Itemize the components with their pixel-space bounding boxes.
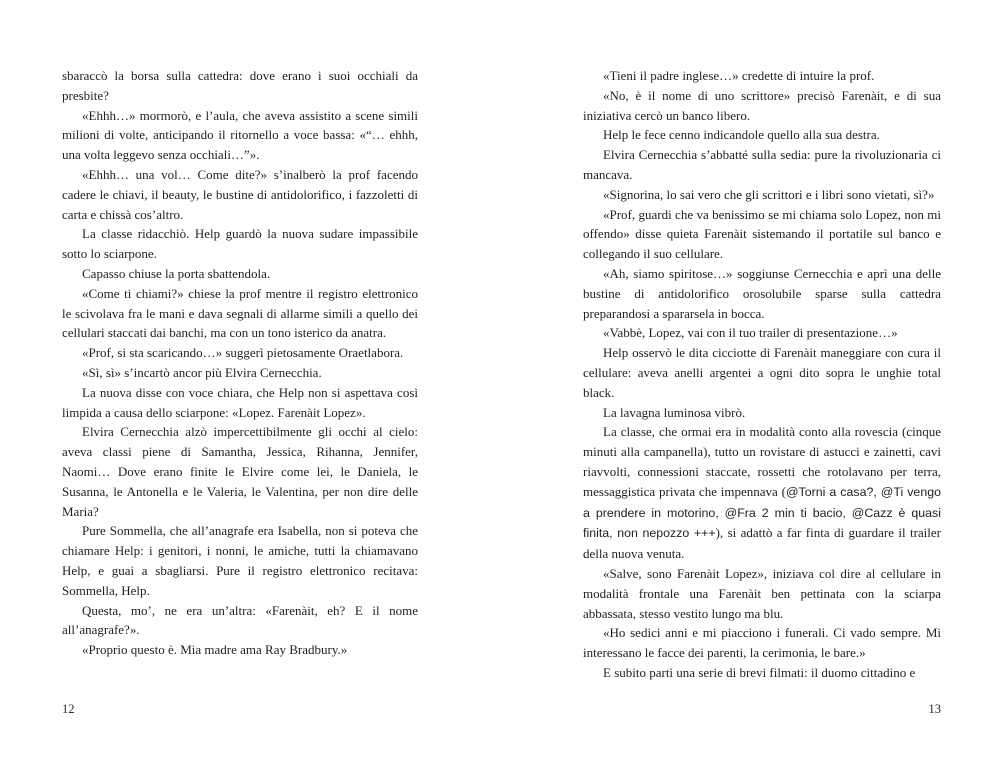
- body-text-run: «Ehhh…» mormorò, e l’aula, che aveva assistito a scene simili milioni di volte, anticipando il ritornello a voce bassa: «“… ehhh, una volta leggevo senza occhiali…”».: [62, 107, 418, 163]
- page-right-text: [583, 66, 941, 683]
- paragraph: [62, 343, 418, 363]
- paragraph: [583, 403, 941, 423]
- body-text-run: «Sì, sì» s’incartò ancor più Elvira Cernecchia.: [82, 364, 322, 380]
- paragraph: [62, 66, 418, 106]
- paragraph: [62, 106, 418, 165]
- paragraph: [583, 125, 941, 145]
- paragraph: [583, 623, 941, 663]
- paragraph: [583, 86, 941, 126]
- body-text-run: «No, è il nome di uno scrittore» precisò Farenàit, e di sua iniziativa cercò un banco libero.: [583, 87, 941, 123]
- paragraph: [62, 640, 418, 660]
- body-text-run: La nuova disse con voce chiara, che Help non si aspettava così limpida a causa dello sciarpone: «Lopez. Farenàit Lopez».: [62, 384, 418, 420]
- paragraph: [62, 264, 418, 284]
- body-text-run: «Ehhh… una vol… Come dite?» s’inalberò la prof facendo cadere le chiavi, il beauty, le bustine di antidolorifico, i fazzoletti di carta e chissà cos’altro.: [62, 166, 418, 222]
- paragraph: [62, 363, 418, 383]
- paragraph: [62, 284, 418, 343]
- body-text-run: «Prof, si sta scaricando…» suggerì pietosamente Oraetlabora.: [82, 345, 404, 361]
- paragraph: [62, 521, 418, 600]
- paragraph: [583, 205, 941, 264]
- paragraph: [583, 66, 941, 86]
- page-left-text: [62, 66, 418, 660]
- body-text-run: «Salve, sono Farenàit Lopez», iniziava col dire al cellulare in modalità frontale una Farenàit ben pettinata con la sciarpa abbassata, stesso vestito lungo ma blu.: [583, 565, 941, 621]
- body-text-run: Elvira Cernecchia s’abbatté sulla sedia: pure la rivoluzionaria ci mancava.: [583, 147, 941, 182]
- paragraph: [62, 165, 418, 224]
- body-text-run: La lavagna luminosa vibrò.: [603, 404, 746, 420]
- paragraph: [62, 224, 418, 264]
- body-text-run: sbaraccò la borsa sulla cattedra: dove erano i suoi occhiali da presbite?: [62, 68, 418, 103]
- body-text-run: «Prof, guardi che va benissimo se mi chiama solo Lopez, non mi offendo» disse quieta Farenàit sistemando il portatile sul banco e collegando il suo cellulare.: [583, 206, 941, 262]
- body-text-run: ), si adattò a far finta di guardare il trailer della nuova venuta.: [583, 525, 942, 562]
- paragraph: [583, 264, 941, 323]
- paragraph: [583, 343, 941, 402]
- paragraph: [62, 422, 418, 521]
- paragraph: [583, 323, 941, 343]
- body-text-run: «Signorina, lo sai vero che gli scrittori e i libri sono vietati, sì?»: [603, 186, 935, 202]
- body-text-run: Capasso chiuse la porta sbattendola.: [82, 265, 271, 281]
- paragraph: [62, 601, 418, 641]
- body-text-run: Questa, mo’, ne era un’altra: «Farenàit, eh? E il nome all’anagrafe?».: [62, 602, 418, 638]
- paragraph: [583, 564, 941, 623]
- paragraph: [583, 422, 941, 564]
- body-text-run: Help le fece cenno indicandole quello alla sua destra.: [603, 127, 880, 143]
- body-text-run: Help osservò le dita cicciotte di Farenàit maneggiare con cura il cellulare: aveva anelli argentei a ogni dito sopra le unghie total black.: [583, 345, 941, 400]
- paragraph: [583, 663, 941, 683]
- body-text-run: «Vabbè, Lopez, vai con il tuo trailer di presentazione…»: [603, 325, 898, 341]
- body-text-run: Elvira Cernecchia alzò impercettibilmente gli occhi al cielo: aveva classi piene di Samantha, Jessica, Rihanna, Jennifer, Naomi… Dove erano finite le Elvire come lei, le Daniela, le Susanna, le Antonella e le Valeria, le Valentina, per non dire delle Maria?: [62, 424, 418, 519]
- body-text-run: Pure Sommella, che all’anagrafe era Isabella, non si poteva che chiamare Help: i genitori, i nonni, le amiche, tutti la chiamavano Help, e guai a sbagliarsi. Pure il registro elettronico recitava: Sommella, Help.: [62, 523, 418, 598]
- body-text-run: «Come ti chiami?» chiese la prof mentre il registro elettronico le scivolava fra le mani e dava segnali di allarme simili a quello dei cellulari staccati dai banchi, ma con un tono isterico da anatra.: [62, 285, 418, 341]
- paragraph: [583, 145, 941, 185]
- body-text-run: «Ho sedici anni e mi piacciono i funerali. Ci vado sempre. Mi interessano le facce dei parenti, la cerimonia, le bare.»: [583, 625, 941, 661]
- page-number-right: 13: [928, 702, 941, 716]
- chat-message-text: @Torni a casa?, @Ti vengo a prendere in motorino, @Fra 2 min ti bacio, @Cazz è quasi finita, non nepozzo +++: [583, 484, 941, 541]
- paragraph: [62, 383, 418, 423]
- body-text-run: «Proprio questo è. Mia madre ama Ray Bradbury.»: [82, 642, 348, 658]
- page-right: [583, 0, 941, 768]
- page-left: [62, 0, 418, 768]
- body-text-run: «Ah, siamo spiritose…» soggiunse Cernecchia e aprì una delle bustine di antidolorifico orosolubile sparse sulla cattedra preparandosi a spararsela in bocca.: [583, 265, 941, 321]
- paragraph: [583, 185, 941, 205]
- body-text-run: «Tieni il padre inglese…» credette di intuire la prof.: [603, 68, 875, 83]
- body-text-run: La classe ridacchiò. Help guardò la nuova sudare impassibile sotto lo sciarpone.: [62, 226, 418, 262]
- page-number-left: 12: [62, 702, 75, 716]
- body-text-run: La classe, che ormai era in modalità conto alla rovescia (cinque minuti alla campanella), tutto un rovistare di astucci e zainetti, cavi riavvolti, connessioni staccate, rossetti che rotolavano per terra, messaggistica privata che impennava (: [583, 424, 941, 499]
- body-text-run: E subito partì una serie di brevi filmati: il duomo cittadino e: [603, 664, 916, 680]
